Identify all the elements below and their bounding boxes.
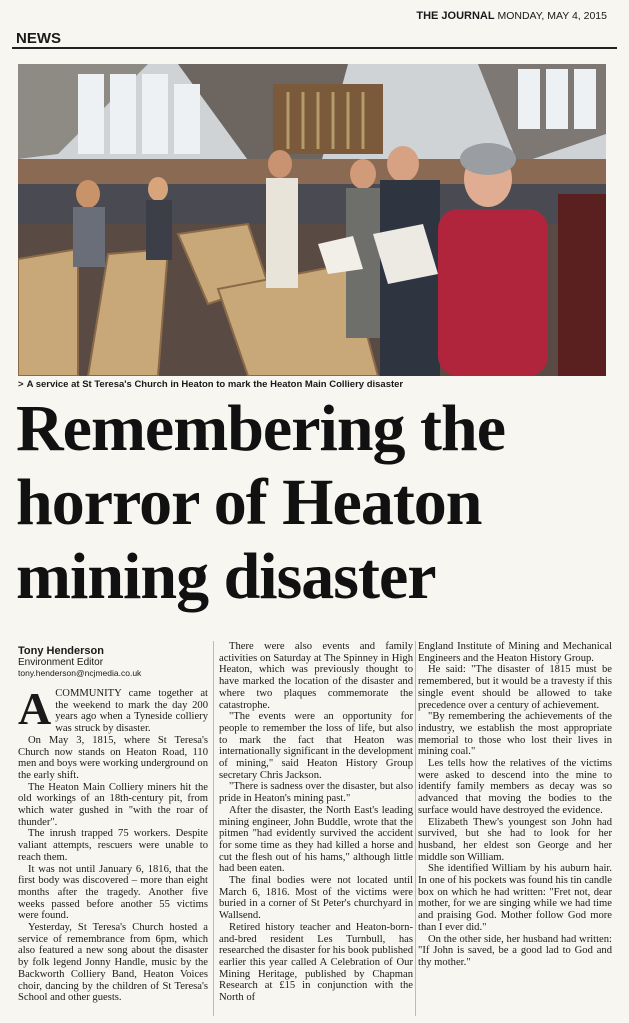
paragraph: The final bodies were not located until March 6, 1816. Most of the victims were buried in a corner of St Peter's churchyard in Wallsend. bbox=[219, 875, 413, 922]
headline-line-1: Remembering the bbox=[16, 392, 506, 465]
masthead-paper: THE JOURNAL bbox=[416, 10, 495, 22]
drop-cap: A bbox=[18, 683, 52, 734]
column-divider bbox=[415, 641, 416, 1016]
lead-paragraph bbox=[18, 683, 208, 735]
paragraph: Elizabeth Thew's youngest son John had survived, but she had to look for her husband, her eldest son George and her middle son William. bbox=[418, 816, 612, 863]
author-email: tony.henderson@ncjmedia.co.uk bbox=[18, 668, 142, 678]
paragraph: There were also events and family activities on Saturday at The Spinney in High Heaton, which was previously thought to have marked the location of the disaster and where two plaques commemorate the catastrophe. bbox=[219, 641, 413, 711]
headline-line-2: horror of Heaton bbox=[16, 466, 482, 539]
paragraph: "There is sadness over the disaster, but also pride in Heaton's mining past." bbox=[219, 781, 413, 805]
church-service-illustration bbox=[18, 64, 606, 376]
paragraph: Yesterday, St Teresa's Church hosted a service of remembrance from 6pm, which also featured a new song about the disaster by folk legend Jonny Handle, music by the Backworth Colliery Band, Heaton Voices choir, dancing by the children of St Teresa's School and other guests. bbox=[18, 922, 208, 1004]
author-name: Tony Henderson bbox=[18, 645, 104, 657]
author-role: Environment Editor bbox=[18, 657, 104, 668]
column-divider bbox=[213, 641, 214, 1016]
photo-caption bbox=[18, 379, 608, 390]
paragraph: The inrush trapped 75 workers. Despite valiant attempts, rescuers were unable to reach them. bbox=[18, 828, 208, 863]
paragraph: After the disaster, the North East's leading mining engineer, John Buddle, wrote that the pitmen "had evidently survived the accident for some time as they had killed a horse and cut the flesh out of his hams," although little had been eaten. bbox=[219, 804, 413, 875]
masthead-date: MONDAY, MAY 4, 2015 bbox=[497, 10, 607, 22]
article-column-3 bbox=[418, 641, 612, 969]
byline bbox=[18, 645, 208, 678]
headline-line-3: mining disaster bbox=[16, 540, 436, 613]
headline bbox=[16, 392, 616, 614]
lead-text: COMMUNITY came together at the weekend to mark the day 200 years ago when a Tyneside colliery was struck by disaster. bbox=[55, 688, 208, 735]
caption-arrow-icon: > bbox=[18, 379, 24, 390]
paragraph: "The events were an opportunity for people to remember the loss of life, but also to mark the fact that Heaton was internationally significant in the development of mining," said Heaton History Group secretary Chris Jackson. bbox=[219, 711, 413, 781]
paragraph: "By remembering the achievements of the industry, we establish the most appropriate memorial to those who lost their lives in mining coal." bbox=[418, 711, 612, 758]
section-label: NEWS bbox=[16, 30, 61, 47]
church-service-photo bbox=[18, 64, 606, 376]
article-column-1 bbox=[18, 683, 208, 1004]
section-rule bbox=[12, 47, 617, 49]
paragraph: He said: "The disaster of 1815 must be remembered, but it would be a travesty if this single event should be allowed to take precedence over a century of achievement. bbox=[418, 664, 612, 711]
paragraph: It was not until January 6, 1816, that the first body was discovered – more than eight months after the tragedy. Another five weeks passed before another 55 victims were found. bbox=[18, 863, 208, 922]
paragraph: Les tells how the relatives of the victims were asked to descend into the mine to identify family members as decay was so advanced that moving the bodies to the surface would have destroyed the evidence. bbox=[418, 758, 612, 816]
paragraph: On May 3, 1815, where St Teresa's Church now stands on Heaton Road, 110 men and boys were working underground on the early shift. bbox=[18, 734, 208, 781]
paragraph: Retired history teacher and Heaton-born-and-bred resident Les Turnbull, has researched the disaster for his book published earlier this year called A Celebration of Our Mining Heritage, published by Chapman Research at £15 in conjunction with the North of bbox=[219, 921, 413, 1004]
paragraph-continued: England Institute of Mining and Mechanical Engineers and the Heaton History Group. bbox=[418, 641, 612, 664]
article-column-2 bbox=[219, 641, 413, 1004]
paragraph: The Heaton Main Colliery miners hit the old workings of an 18th-century pit, from which water gushed in "with the roar of thunder". bbox=[18, 781, 208, 828]
paragraph: On the other side, her husband had written: "If John is saved, be a good lad to God and thy mother." bbox=[418, 933, 612, 968]
paragraph: She identified William by his auburn hair. In one of his pockets was found his tin candle box on which he had written: "Fret not, dear mother, for we are singing while we had time and praising God. Mother follow God more than I ever did." bbox=[418, 863, 612, 933]
caption-text: A service at St Teresa's Church in Heaton to mark the Heaton Main Colliery disaster bbox=[26, 379, 404, 390]
masthead bbox=[416, 10, 607, 22]
